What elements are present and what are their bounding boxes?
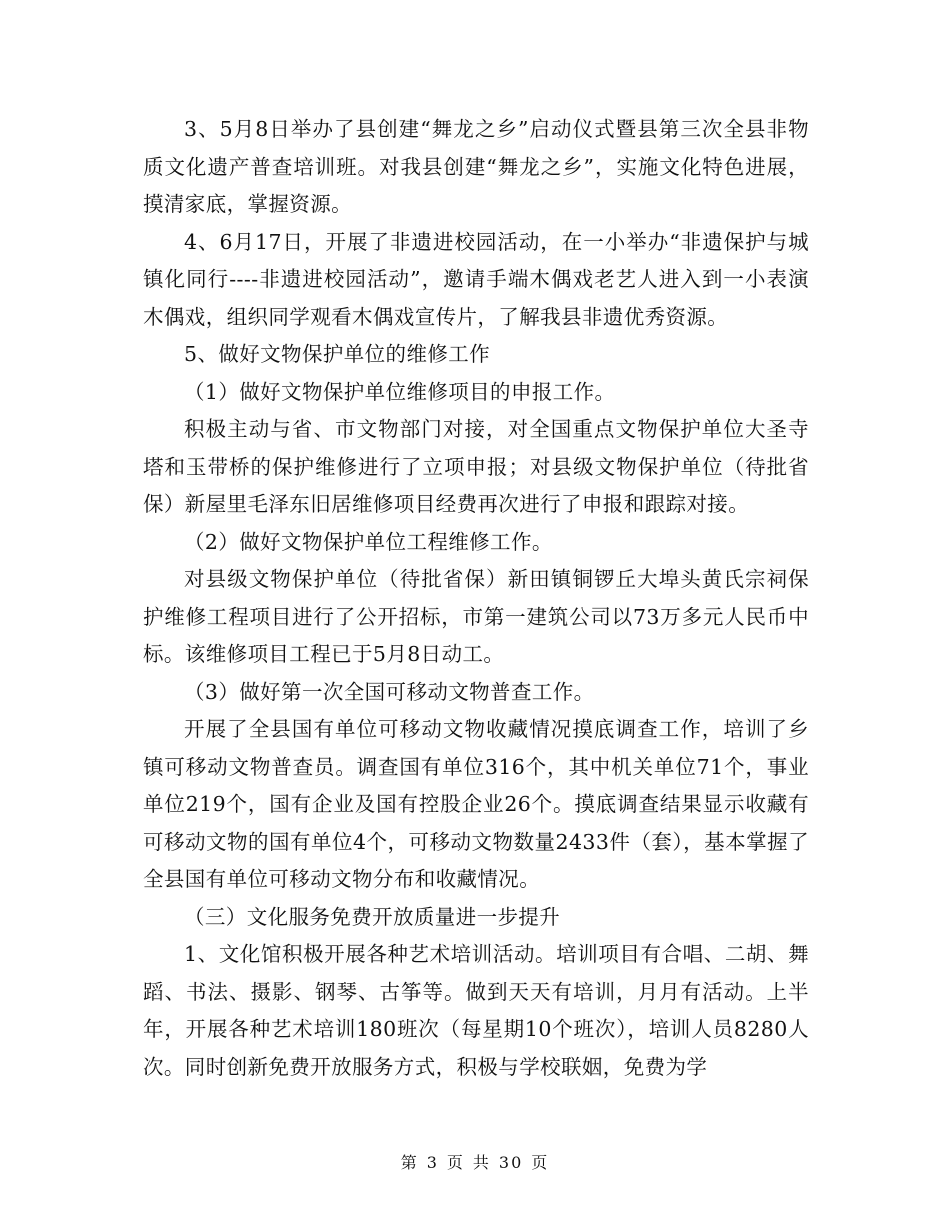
- paragraph-8: （3）做好第一次全国可移动文物普查工作。: [184, 679, 595, 704]
- paragraph-7: 对县级文物保护单位（待批省保）新田镇铜锣丘大埠头黄氏宗祠保护维修工程项目进行了公开招标，市第一建筑公司以73万多元人民币中标。该维修项目工程已于5月8日动工。: [143, 567, 809, 666]
- page-footer: [0, 1153, 950, 1173]
- document-body: [143, 111, 809, 1086]
- paragraph-9: 开展了全县国有单位可移动文物收藏情况摸底调查工作，培训了乡镇可移动文物普查员。调查国有单位316个，其中机关单位71个，事业单位219个，国有企业及国有控股企业26个。摸底调查结果显示收藏有可移动文物的国有单位4个，可移动文物数量2433件（套），基本掌握了全县国有单位可移动文物分布和收藏情况。: [143, 717, 809, 891]
- paragraph-10: （三）文化服务免费开放质量进一步提升: [184, 904, 561, 929]
- paragraph-3: 5、做好文物保护单位的维修工作: [184, 342, 491, 366]
- paragraph-11: 1、文化馆积极开展各种艺术培训活动。培训项目有合唱、二胡、舞蹈、书法、摄影、钢琴、古筝等。做到天天有培训，月月有活动。上半年，开展各种艺术培训180班次（每星期10个班次），培训人员8280人次。同时创新免费开放服务方式，积极与学校联姻，免费为学: [143, 942, 809, 1079]
- footer-page-number: 3: [426, 1153, 439, 1172]
- footer-page-prefix: 第: [400, 1153, 419, 1172]
- paragraph-5: 积极主动与省、市文物部门对接，对全国重点文物保护单位大圣寺塔和玉带桥的保护维修进行了立项申报；对县级文物保护单位（待批省保）新屋里毛泽东旧居维修项目经费再次进行了申报和跟踪对接。: [143, 417, 809, 516]
- paragraph-6: （2）做好文物保护单位工程维修工作。: [184, 529, 553, 554]
- footer-total-pages: 30: [498, 1153, 524, 1172]
- paragraph-4: （1）做好文物保护单位维修项目的申报工作。: [184, 379, 616, 404]
- paragraph-2: 4、6月17日，开展了非遗进校园活动，在一小举办“非遗保护与城镇化同行----非遗进校园活动”，邀请手端木偶戏老艺人进入到一小表演木偶戏，组织同学观看木偶戏宣传片，了解我县非遗优秀资源。: [143, 229, 809, 329]
- paragraph-1: 3、5月8日举办了县创建“舞龙之乡”启动仪式暨县第三次全县非物质文化遗产普查培训班。对我县创建“舞龙之乡”，实施文化特色进展，摸清家底，掌握资源。: [143, 117, 809, 216]
- footer-page-mid: 页: [446, 1153, 465, 1172]
- footer-page-suffix: 页: [531, 1153, 550, 1172]
- footer-total-label: 共: [472, 1153, 491, 1172]
